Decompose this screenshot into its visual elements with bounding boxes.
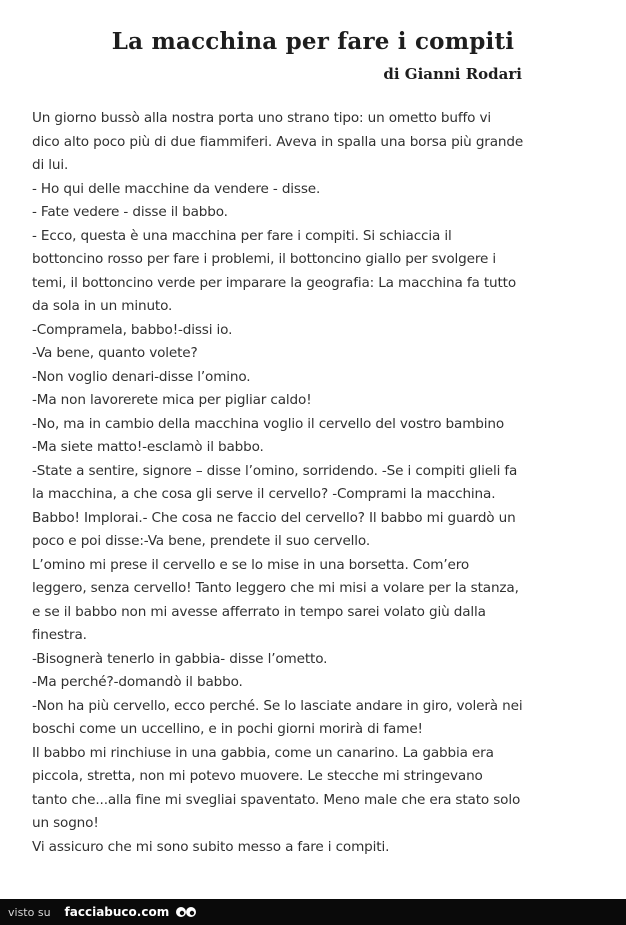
story-line: -Ma non lavorerete mica per pigliar caldo! <box>32 392 312 408</box>
googly-eyes-icon <box>175 904 197 920</box>
story-line: piccola, stretta, non mi potevo muovere. Le stecche mi stringevano <box>32 768 483 784</box>
story-line: dico alto poco più di due fiammiferi. Aveva in spalla una borsa più grande <box>32 133 524 150</box>
story-line: - Ho qui delle macchine da vendere - disse. <box>32 180 321 197</box>
footer-prefix: visto su <box>8 905 51 919</box>
story-line: -Ma siete matto!-esclamò il babbo. <box>32 439 264 455</box>
story-line: -Bisognerà tenerlo in gabbia- disse l’ometto. <box>32 650 328 667</box>
story-text <box>32 107 612 859</box>
story-line: -Ma perché?-domandò il babbo. <box>32 674 243 690</box>
story-line: -Non voglio denari-disse l’omino. <box>32 368 251 385</box>
story-line: -No, ma in cambio della macchina voglio il cervello del vostro bambino <box>32 415 505 432</box>
story-line: boschi come un uccellino, e in pochi giorni morirà di fame! <box>32 721 423 737</box>
story-line: - Ecco, questa è una macchina per fare i compiti. Si schiaccia il <box>32 227 452 244</box>
story-line: L’omino mi prese il cervello e se lo mise in una borsetta. Com’ero <box>32 556 470 573</box>
author-byline: di Gianni Rodari <box>383 65 522 83</box>
story-line: poco e poi disse:-Va bene, prendete il suo cervello. <box>32 533 371 549</box>
story-line: tanto che...alla fine mi svegliai spaventato. Meno male che era stato solo <box>32 791 521 808</box>
story-line: leggero, senza cervello! Tanto leggero che mi misi a volare per la stanza, <box>32 580 519 596</box>
footer-site-link[interactable]: facciabuco.com <box>64 905 170 919</box>
story-line: -Non ha più cervello, ecco perché. Se lo lasciate andare in giro, volerà nei <box>32 697 523 714</box>
story-line: -Compramela, babbo!-dissi io. <box>32 321 233 338</box>
story-line: finestra. <box>32 627 87 643</box>
story-line: un sogno! <box>32 815 99 831</box>
story-line: bottoncino rosso per fare i problemi, il bottoncino giallo per svolgere i <box>32 251 496 267</box>
story-line: la macchina, a che cosa gli serve il cervello? -Comprami la macchina. <box>32 486 496 502</box>
story-line: temi, il bottoncino verde per imparare la geografia: La macchina fa tutto <box>32 274 517 291</box>
story-line: di lui. <box>32 157 69 173</box>
story-line: da sola in un minuto. <box>32 298 173 314</box>
story-line: Il babbo mi rinchiuse in una gabbia, come un canarino. La gabbia era <box>32 744 494 761</box>
page-title: La macchina per fare i compiti <box>111 28 515 55</box>
story-line: -Va bene, quanto volete? <box>32 345 198 361</box>
story-line: Un giorno bussò alla nostra porta uno strano tipo: un ometto buffo vi <box>32 110 491 126</box>
story-line: Vi assicuro che mi sono subito messo a fare i compiti. <box>32 838 390 855</box>
watermark-footer <box>0 899 626 925</box>
story-line: e se il babbo non mi avesse afferrato in tempo sarei volato giù dalla <box>32 603 486 620</box>
story-line: -State a sentire, signore – disse l’omino, sorridendo. -Se i compiti glieli fa <box>32 462 518 479</box>
story-line: - Fate vedere - disse il babbo. <box>32 204 228 220</box>
story-line: Babbo! Implorai.- Che cosa ne faccio del cervello? Il babbo mi guardò un <box>32 509 516 526</box>
